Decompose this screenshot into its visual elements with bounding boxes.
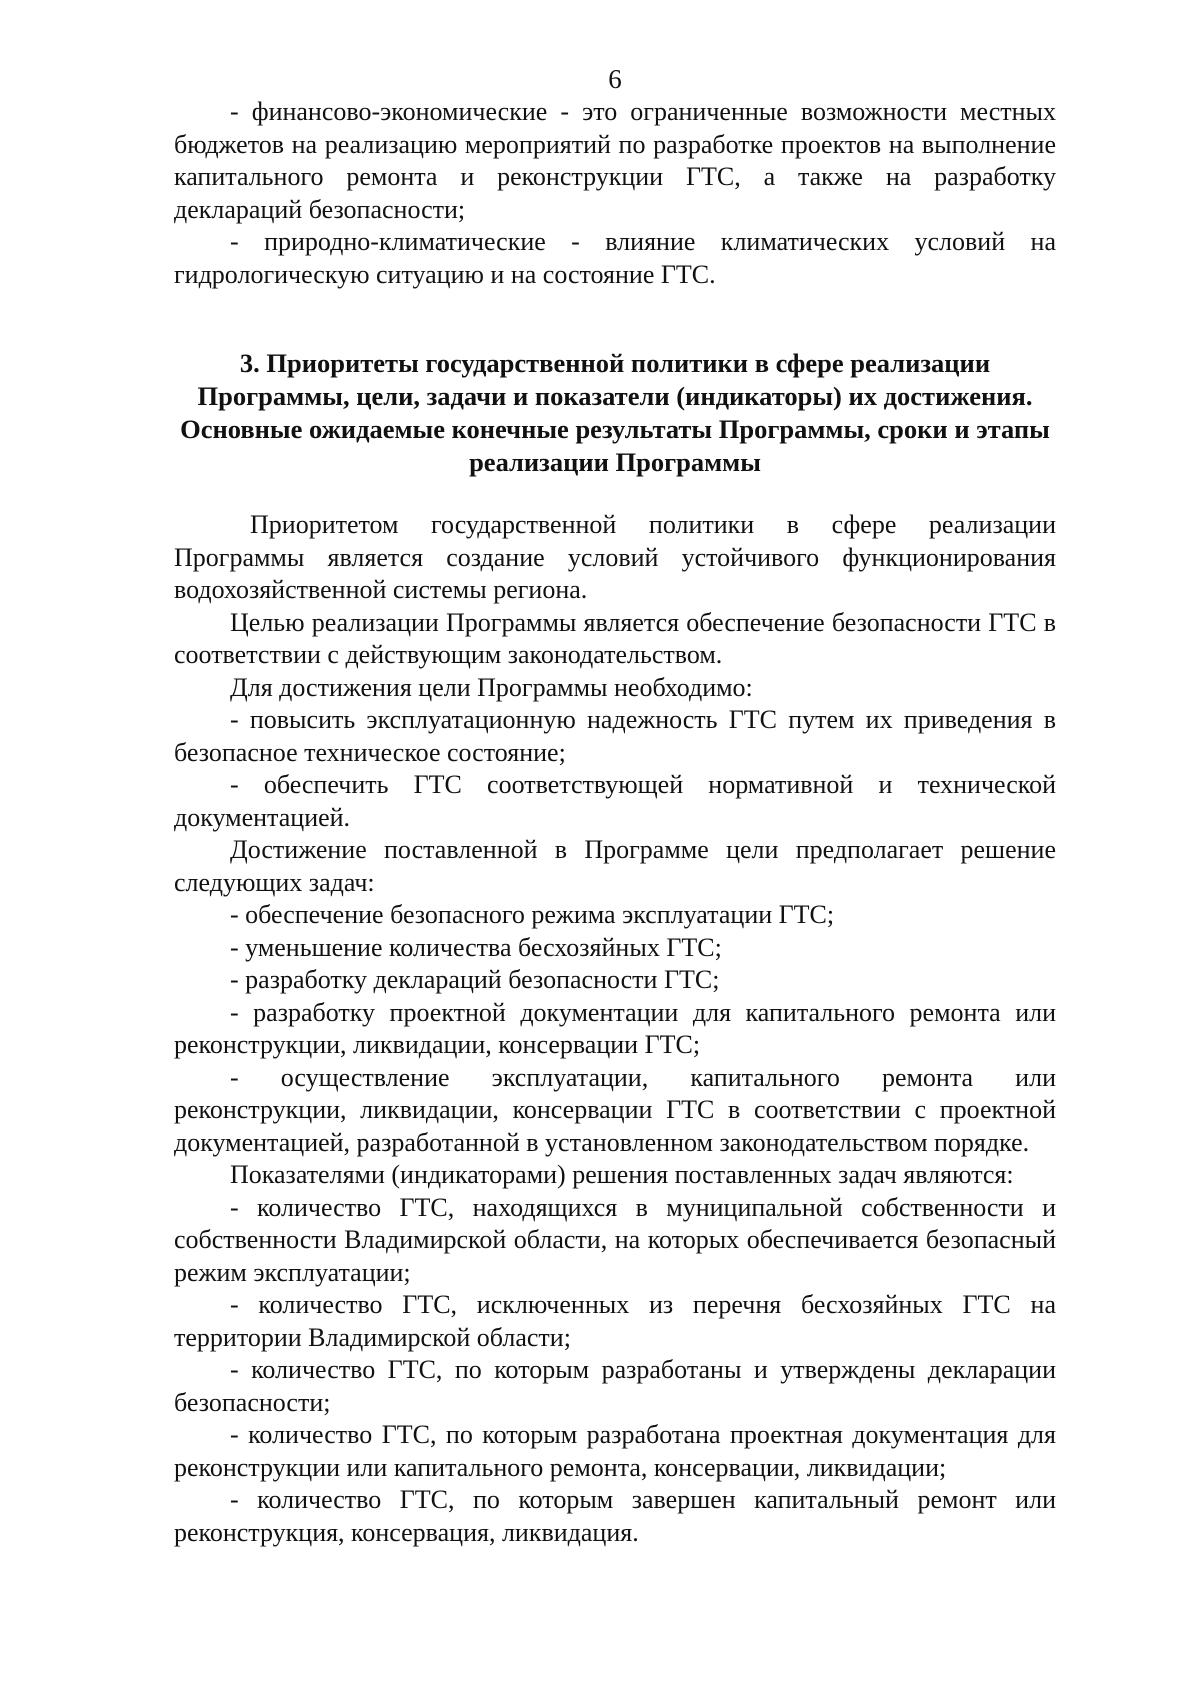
- intro-item-financial: - финансово-экономические - это ограниченные возможности местных бюджетов на реализацию мероприятий по разработке проектов на выполнение капитального ремонта и реконструкции ГТС, а также на разработку деклараций безопасности;: [174, 97, 1056, 224]
- page-number: 6: [608, 64, 622, 94]
- task-item: - разработку проектной документации для капитального ремонта или реконструкции, ликвидации, консервации ГТС;: [174, 997, 1056, 1059]
- document-page: [174, 62, 1056, 1549]
- section-heading: 3. Приоритеты государственной политики в сфере реализации Программы, цели, задачи и показатели (индикаторы) их достижения. Основные ожидаемые конечные результаты Программы, сроки и этапы реализации Программы: [180, 348, 1050, 477]
- indicator-item: - количество ГТС, находящихся в муниципальной собственности и собственности Владимирской области, на которых обеспечивается безопасный режим эксплуатации;: [174, 1192, 1056, 1287]
- paragraph-goal: Целью реализации Программы является обеспечение безопасности ГТС в соответствии с действующим законодательством.: [174, 607, 1056, 669]
- task-item: - уменьшение количества бесхозяйных ГТС;: [230, 932, 722, 962]
- indicator-item: - количество ГТС, по которым разработана проектная документация для реконструкции или капитального ремонта, консервации, ликвидации;: [174, 1420, 1056, 1482]
- task-item: - обеспечение безопасного режима эксплуатации ГТС;: [230, 900, 835, 929]
- section-spacer: [174, 291, 1056, 347]
- paragraph-tasks-intro: Достижение поставленной в Программе цели предполагает решение следующих задач:: [174, 835, 1056, 897]
- paragraph-need-intro: Для достижения цели Программы необходимо:: [230, 672, 753, 702]
- need-item: - повысить эксплуатационную надежность ГТС путем их приведения в безопасное техническое состояние;: [174, 705, 1056, 767]
- indicator-item: - количество ГТС, по которым завершен капитальный ремонт или реконструкция, консервация, ликвидация.: [174, 1485, 1056, 1547]
- need-item: - обеспечить ГТС соответствующей нормативной и технической документацией.: [174, 770, 1056, 832]
- indicator-item: - количество ГТС, по которым разработаны и утверждены декларации безопасности;: [174, 1355, 1056, 1417]
- indicator-item: - количество ГТС, исключенных из перечня бесхозяйных ГТС на территории Владимирской области;: [174, 1290, 1056, 1352]
- paragraph-indicators-intro: Показателями (индикаторами) решения поставленных задач являются:: [230, 1160, 1014, 1189]
- task-item: - осуществление эксплуатации, капитального ремонта или реконструкции, ликвидации, консервации ГТС в соответствии с проектной документацией, разработанной в установленном законодательством порядке.: [174, 1062, 1056, 1157]
- paragraph-priority: Приоритетом государственной политики в сфере реализации Программы является создание условий устойчивого функционирования водохозяйственной системы региона.: [174, 510, 1056, 604]
- task-item: - разработку деклараций безопасности ГТС;: [230, 965, 720, 994]
- heading-spacer: [174, 479, 1056, 509]
- intro-item-climatic: - природно-климатические - влияние климатических условий на гидрологическую ситуацию и на состояние ГТС.: [174, 227, 1056, 289]
